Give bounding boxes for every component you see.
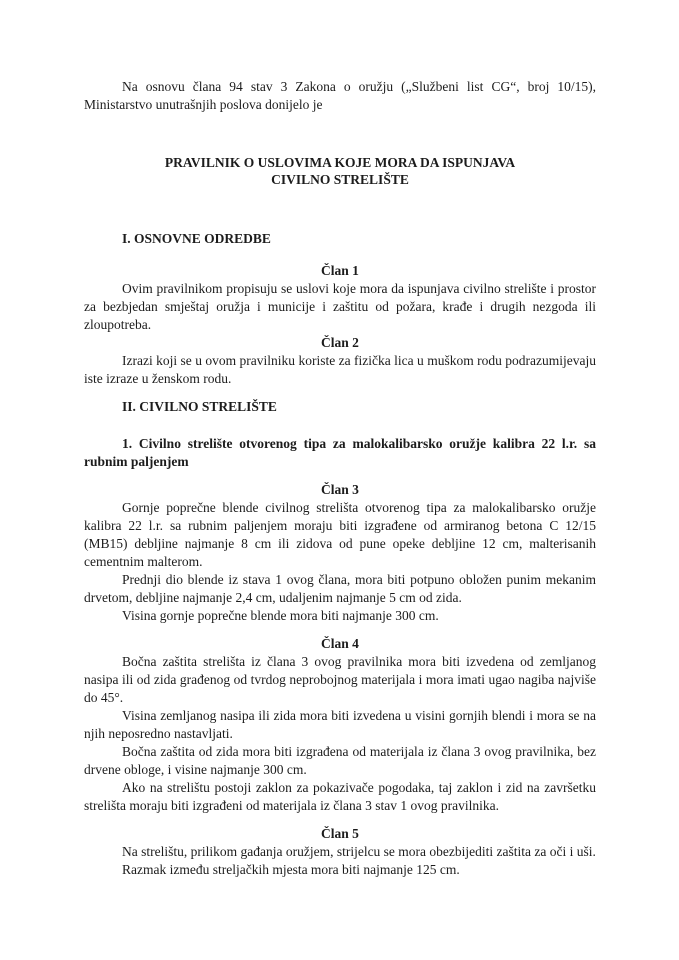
document-title-line2: CIVILNO STRELIŠTE xyxy=(271,172,409,187)
article-4-paragraph-4: Ako na strelištu postoji zaklon za pokazivače pogodaka, taj zaklon i zid na završetku strelišta moraju biti izgrađeni od materijala iz člana 3 stav 1 ovog pravilnika. xyxy=(84,780,596,813)
document-title xyxy=(84,154,596,188)
article-3-paragraph-2: Prednji dio blende iz stava 1 ovog člana, mora biti potpuno obložen punim mekanim drvetom, debljine najmanje 2,4 cm, udaljenim najmanje 5 cm od zida. xyxy=(84,572,596,605)
article-4-paragraph-1: Bočna zaštita strelišta iz člana 3 ovog pravilnika mora biti izvedena od zemljanog nasipa ili od zida građenog od tvrdog neprobojnog materijala i mora imati ugao nagiba najviše do 45°. xyxy=(84,654,596,705)
article-2-paragraph-1: Izrazi koji se u ovom pravilniku koriste za fizička lica u muškom rodu podrazumijevaju iste izraze u ženskom rodu. xyxy=(84,353,596,386)
article-3-label: Član 3 xyxy=(321,482,359,497)
article-4-paragraph-3: Bočna zaštita od zida mora biti izgrađena od materijala iz člana 3 ovog pravilnika, bez drvene obloge, i visine najmanje 300 cm. xyxy=(84,744,596,777)
article-2-label: Član 2 xyxy=(321,335,359,350)
article-5-paragraph-1: Na strelištu, prilikom gađanja oružjem, strijelcu se mora obezbijediti zaštita za oči i uši. xyxy=(122,844,596,859)
article-3-paragraph-1: Gornje poprečne blende civilnog strelišta otvorenog tipa za malokalibarsko oružje kalibra 22 l.r. sa rubnim paljenjem moraju biti izgrađene od armiranog betona C 12/15 (MB15) debljine najmanje 8 cm ili zidova od pune opeke debljine 12 cm, malterisanih cementnim malterom. xyxy=(84,500,596,569)
article-1-paragraph-1: Ovim pravilnikom propisuju se uslovi koje mora da ispunjava civilno strelište i prostor za bezbjedan smještaj oružja i municije i zaštitu od požara, krađe i drugih nezgoda ili zloupotreba. xyxy=(84,281,596,332)
article-1-label: Član 1 xyxy=(321,263,359,278)
article-4-label: Član 4 xyxy=(321,636,359,651)
article-5-paragraph-2: Razmak između streljačkih mjesta mora biti najmanje 125 cm. xyxy=(122,862,460,877)
document-title-line1: PRAVILNIK O USLOVIMA KOJE MORA DA ISPUNJAVA xyxy=(164,155,516,170)
section-2-heading: II. CIVILNO STRELIŠTE xyxy=(122,399,277,414)
section-1-heading: I. OSNOVNE ODREDBE xyxy=(122,231,271,246)
article-4-paragraph-2: Visina zemljanog nasipa ili zida mora biti izvedena u visini gornjih blendi i mora se na njih neposredno nastavljati. xyxy=(84,708,596,741)
article-5-label: Član 5 xyxy=(321,826,359,841)
section-2-subheading: 1. Civilno strelište otvorenog tipa za malokalibarsko oružje kalibra 22 l.r. sa rubnim paljenjem xyxy=(84,436,596,469)
preamble-paragraph: Na osnovu člana 94 stav 3 Zakona o oružju („Službeni list CG“, broj 10/15), Ministarstvo unutrašnjih poslova donijelo je xyxy=(84,79,596,112)
article-3-paragraph-3: Visina gornje poprečne blende mora biti najmanje 300 cm. xyxy=(122,608,439,623)
